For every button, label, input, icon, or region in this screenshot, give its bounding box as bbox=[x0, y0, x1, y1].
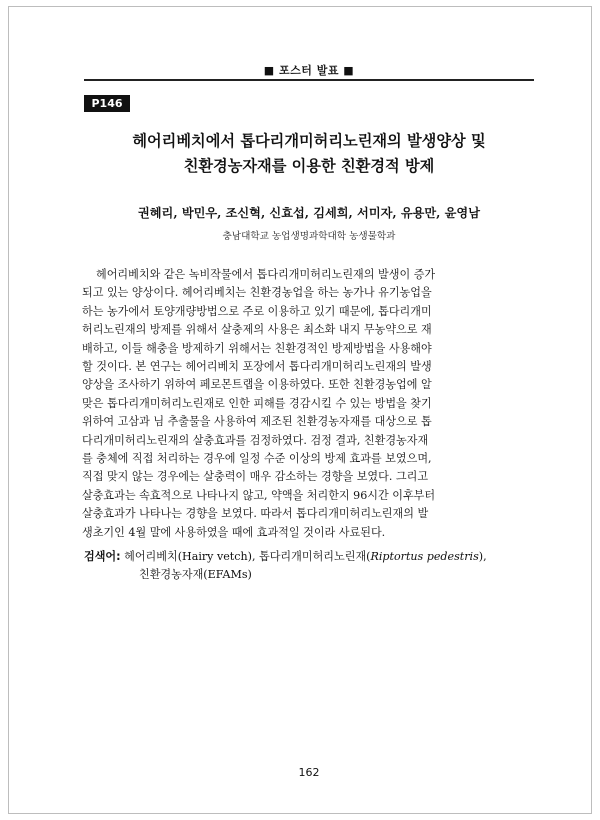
paper-title bbox=[84, 129, 534, 179]
author-list: 권혜리, 박민우, 조신혁, 신효섭, 김세희, 서미자, 유용만, 윤영남 bbox=[138, 206, 480, 220]
abstract-line: 위하여 고삼과 님 추출물을 사용하여 제조된 친환경농자재를 대상으로 톱 bbox=[82, 415, 432, 429]
abstract-line: 살충효과는 속효적으로 나타나지 않고, 약액을 처리한지 96시간 이후부터 bbox=[82, 488, 436, 502]
abstract-line: 를 충체에 직접 처리하는 경우에 일정 수준 이상의 방제 효과를 보였으며, bbox=[82, 452, 432, 466]
abstract-line: 다리개미허리노린재의 살충효과를 검정하였다. 검정 결과, 친환경농자재 bbox=[82, 433, 429, 447]
keywords-line2: 친환경농자재(EFAMs) bbox=[139, 568, 252, 582]
section-header: ■ 포스터 발표 ■ bbox=[263, 64, 355, 77]
poster-code-badge: P146 bbox=[84, 95, 130, 112]
abstract-line: 하는 농가에서 토양개량방법으로 주로 이용하고 있기 때문에, 톱다리개미 bbox=[82, 304, 432, 318]
header-rule bbox=[84, 79, 534, 81]
abstract-line: 직접 맞지 않는 경우에는 살충력이 매우 감소하는 경향을 보였다. 그리고 bbox=[82, 470, 429, 484]
abstract-line: 할 것이다. 본 연구는 헤어리베치 포장에서 톱다리개미허리노린재의 발생 bbox=[82, 360, 432, 374]
keywords-line1-a: 헤어리베치(Hairy vetch), 톱다리개미허리노린재( bbox=[120, 550, 371, 563]
keywords bbox=[84, 548, 538, 585]
abstract-line: 양상을 조사하기 위하여 페로몬트랩을 이용하였다. 또한 친환경농업에 알 bbox=[82, 378, 432, 392]
abstract-line: 허리노린재의 방제를 위해서 살충제의 사용은 최소화 내지 무농약으로 재 bbox=[82, 323, 432, 337]
page-number: 162 bbox=[298, 766, 320, 779]
abstract-line: 배하고, 이들 해충을 방제하기 위해서는 친환경적인 방제방법을 사용해야 bbox=[82, 341, 432, 355]
abstract-line: 되고 있는 양상이다. 헤어리베치는 친환경농업을 하는 농가나 유기농업을 bbox=[82, 286, 432, 300]
abstract-line: 헤어리베치와 같은 녹비작물에서 톱다리개미허리노린재의 발생이 증가 bbox=[96, 268, 436, 281]
keywords-scientific-name: Riptortus pedestris bbox=[370, 550, 479, 563]
affiliation: 충남대학교 농업생명과학대학 농생물학과 bbox=[222, 231, 396, 242]
abstract-line: 살충효과가 나타나는 경향을 보였다. 따라서 톱다리개미허리노린재의 발 bbox=[82, 507, 429, 521]
keywords-line1-b: ), bbox=[478, 550, 487, 563]
abstract-line: 맞은 톱다리개미허리노린재로 인한 피해를 경감시킬 수 있는 방법을 찾기 bbox=[82, 396, 432, 410]
keywords-label: 검색어: bbox=[84, 550, 121, 563]
abstract-line: 생초기인 4월 말에 사용하였을 때에 효과적일 것이라 사료된다. bbox=[82, 525, 386, 539]
abstract-body bbox=[82, 266, 536, 542]
title-line-1: 헤어리베치에서 톱다리개미허리노린재의 발생양상 및 bbox=[132, 132, 486, 150]
title-line-2: 친환경농자재를 이용한 친환경적 방제 bbox=[183, 157, 435, 175]
